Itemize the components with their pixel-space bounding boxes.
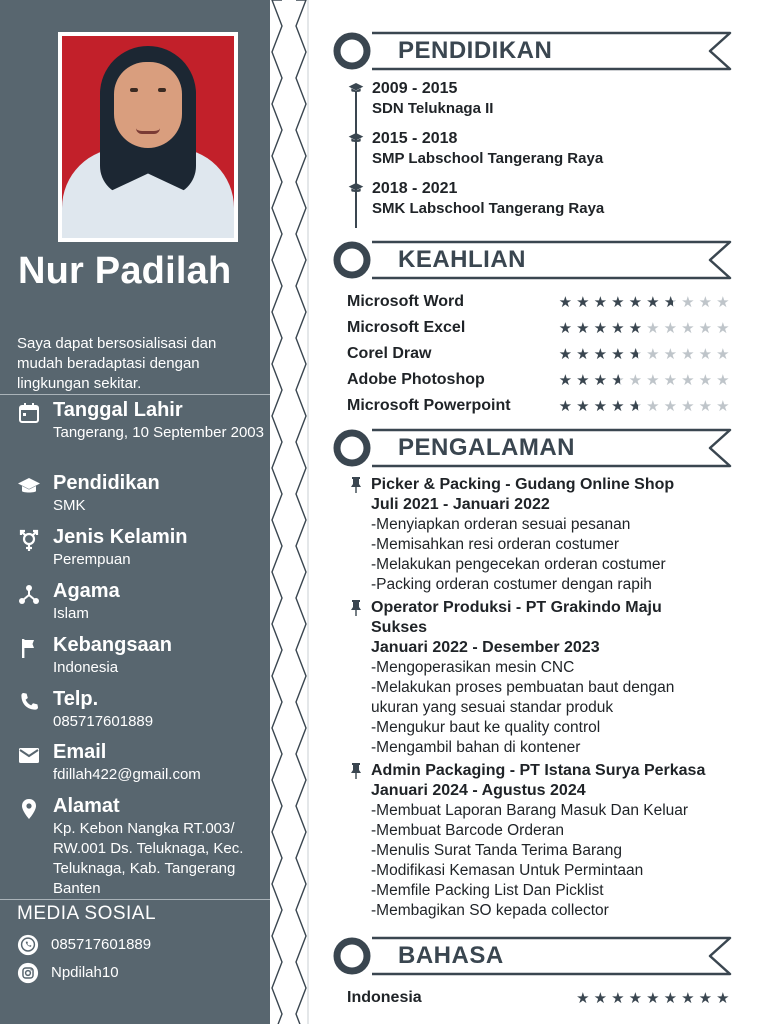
info-value: fdillah422@gmail.com [53,766,201,783]
job-task: -Melakukan pengecekan orderan costumer [371,556,666,573]
job-task: -Memisahkan resi orderan costumer [371,536,620,553]
skill-name: Adobe Photoshop [347,371,485,388]
social-text: Npdilah10 [51,964,119,981]
section-header-education [332,31,732,71]
star-icon: ★ [663,372,678,389]
social-whatsapp[interactable] [17,934,257,956]
info-title: Alamat [53,795,120,817]
star-icon: ★ [558,320,573,337]
graduation-cap-icon [348,82,364,96]
star-icon: ★ [716,990,731,1007]
whatsapp-icon [17,934,39,956]
star-icon: ★ ★ [627,397,645,415]
star-icon: ★ ★ [662,293,680,311]
star-icon: ★ [698,990,713,1007]
job-period: Januari 2024 - Agustus 2024 [371,782,586,799]
star-icon: ★ [593,372,608,389]
instagram-icon [17,962,39,984]
star-icon: ★ [716,320,731,337]
star-icon: ★ [663,990,678,1007]
star-icon: ★ [611,320,626,337]
star-icon: ★ [611,294,626,311]
profile-photo [58,32,238,242]
job-task: -Membuat Laporan Barang Masuk Dan Keluar [371,802,689,819]
gender-icon [17,528,41,552]
section-header-skills [332,240,732,280]
section-header-experience [332,428,732,468]
social-text: 085717601889 [51,936,152,953]
star-icon: ★ [576,346,591,363]
star-icon: ★ [716,294,731,311]
star-icon: ★ [698,320,713,337]
job-task: -Memfile Packing List Dan Picklist [371,882,604,899]
info-title: Kebangsaan [53,634,172,656]
job-period: Juli 2021 - Januari 2022 [371,496,550,513]
education-school: SDN Teluknaga II [372,100,494,117]
job-task: -Mengoperasikan mesin CNC [371,659,575,676]
star-icon: ★ [681,294,696,311]
graduation-cap-icon [17,474,41,498]
skill-rating [557,371,732,389]
location-pin-icon [17,797,41,821]
job-task: -Membuat Barcode Orderan [371,822,564,839]
email-icon [17,743,41,767]
info-value: Islam [53,605,89,622]
education-years: 2009 - 2015 [372,80,458,97]
info-title: Agama [53,580,120,602]
skill-row [347,293,732,313]
star-icon: ★ [593,990,608,1007]
skill-name: Microsoft Powerpoint [347,397,511,414]
star-icon: ★ [593,294,608,311]
star-icon: ★ [593,346,608,363]
skill-row [347,319,732,339]
info-value: Kp. Kebon Nangka RT.003/ RW.001 Ds. Teluknaga, Kec. Teluknaga, Kab. Tangerang Banten [53,820,244,897]
star-icon: ★ [646,294,661,311]
skill-name: Microsoft Word [347,293,465,310]
pin-icon [350,600,362,616]
star-icon: ★ [558,346,573,363]
education-years: 2018 - 2021 [372,180,458,197]
section-title: KEAHLIAN [398,246,526,273]
flag-icon [17,636,41,660]
timeline-line [355,92,357,228]
job-title: Picker & Packing - Gudang Online Shop [371,476,675,493]
star-icon: ★ [646,346,661,363]
star-icon: ★ [681,398,696,415]
pin-icon [350,477,362,493]
skill-rating [557,319,732,337]
job-period: Januari 2022 - Desember 2023 [371,639,600,656]
job-task: -Mengukur baut ke quality control [371,719,601,736]
star-icon: ★ [558,372,573,389]
calendar-icon [17,401,41,425]
star-icon: ★ [646,372,661,389]
star-icon: ★ [681,320,696,337]
star-icon: ★ [681,372,696,389]
social-instagram[interactable] [17,962,257,984]
skill-name: Corel Draw [347,345,432,362]
info-value: Perempuan [53,551,131,568]
skill-row [347,371,732,391]
star-icon: ★ [663,320,678,337]
job-task: -Menyiapkan orderan sesuai pesanan [371,516,631,533]
language-rating [575,989,733,1007]
skill-row [347,345,732,365]
skill-rating [557,345,732,363]
star-icon: ★ [663,398,678,415]
language-name: Indonesia [347,989,422,1006]
star-icon: ★ [593,398,608,415]
education-school: SMK Labschool Tangerang Raya [372,200,605,217]
pin-icon [350,763,362,779]
job-task: -Melakukan proses pembuatan baut dengan ukuran yang sesuai standar produk [371,679,675,716]
job-task: -Menulis Surat Tanda Terima Barang [371,842,623,859]
experience-item [348,475,738,595]
star-icon: ★ [628,372,643,389]
star-icon: ★ [558,398,573,415]
ribbon-shape [332,240,732,280]
star-icon: ★ [698,398,713,415]
info-title: Telp. [53,688,99,710]
phone-icon [17,690,41,714]
graduation-cap-icon [348,182,364,196]
job-title: Operator Produksi - PT Grakindo Maju Sukses [371,599,662,636]
star-icon: ★ [698,346,713,363]
info-title: Pendidikan [53,472,160,494]
job-task: -Modifikasi Kemasan Untuk Permintaan [371,862,644,879]
star-icon: ★ [716,372,731,389]
info-title: Tanggal Lahir [53,399,183,421]
ribbon-shape [332,936,732,976]
skill-rating [557,397,732,415]
star-icon: ★ [593,320,608,337]
star-icon: ★ [576,320,591,337]
info-value: 085717601889 [53,713,154,730]
media-title: MEDIA SOSIAL [17,903,157,924]
sidebar [0,0,270,1024]
section-title: PENDIDIKAN [398,37,553,64]
star-icon: ★ [628,990,643,1007]
star-icon: ★ [646,398,661,415]
section-title: BAHASA [398,942,504,969]
star-icon: ★ [698,372,713,389]
language-row [347,989,732,1009]
job-task: -Membagikan SO kepada collector [371,902,609,919]
star-icon: ★ [628,294,643,311]
experience-item [348,598,738,758]
info-title: Email [53,741,107,763]
star-icon: ★ [716,346,731,363]
star-icon: ★ [698,294,713,311]
star-icon: ★ [681,346,696,363]
star-icon: ★ [628,320,643,337]
divider [0,899,270,900]
section-title: PENGALAMAN [398,434,575,461]
profile-name: Nur Padilah [18,250,232,292]
star-icon: ★ [646,990,661,1007]
star-icon: ★ [558,294,573,311]
star-icon: ★ [716,398,731,415]
job-task: -Mengambil bahan di kontener [371,739,581,756]
skill-name: Microsoft Excel [347,319,466,336]
section-header-language [332,936,732,976]
job-task: -Packing orderan costumer dengan rapih [371,576,652,593]
skill-rating [557,293,732,311]
star-icon: ★ [576,398,591,415]
experience-item [348,761,738,921]
job-title: Admin Packaging - PT Istana Surya Perkasa [371,762,706,779]
info-value: Indonesia [53,659,119,676]
star-icon: ★ [576,372,591,389]
info-value: Tangerang, 10 September 2003 [53,424,264,441]
star-icon: ★ [646,320,661,337]
education-school: SMP Labschool Tangerang Raya [372,150,604,167]
star-icon: ★ [663,346,678,363]
profile-summary: Saya dapat bersosialisasi dan mudah beradaptasi dengan lingkungan sekitar. [17,335,217,392]
info-title: Jenis Kelamin [53,526,188,548]
graduation-cap-icon [348,132,364,146]
star-icon: ★ [611,990,626,1007]
star-icon: ★ ★ [627,345,645,363]
zigzag-decoration [270,0,310,1024]
star-icon: ★ [611,398,626,415]
star-icon: ★ ★ [610,371,628,389]
network-icon [17,582,41,606]
info-value: SMK [53,497,86,514]
education-years: 2015 - 2018 [372,130,458,147]
star-icon: ★ [576,294,591,311]
divider [0,394,270,395]
skill-row [347,397,732,417]
star-icon: ★ [611,346,626,363]
star-icon: ★ [576,990,591,1007]
star-icon: ★ [681,990,696,1007]
